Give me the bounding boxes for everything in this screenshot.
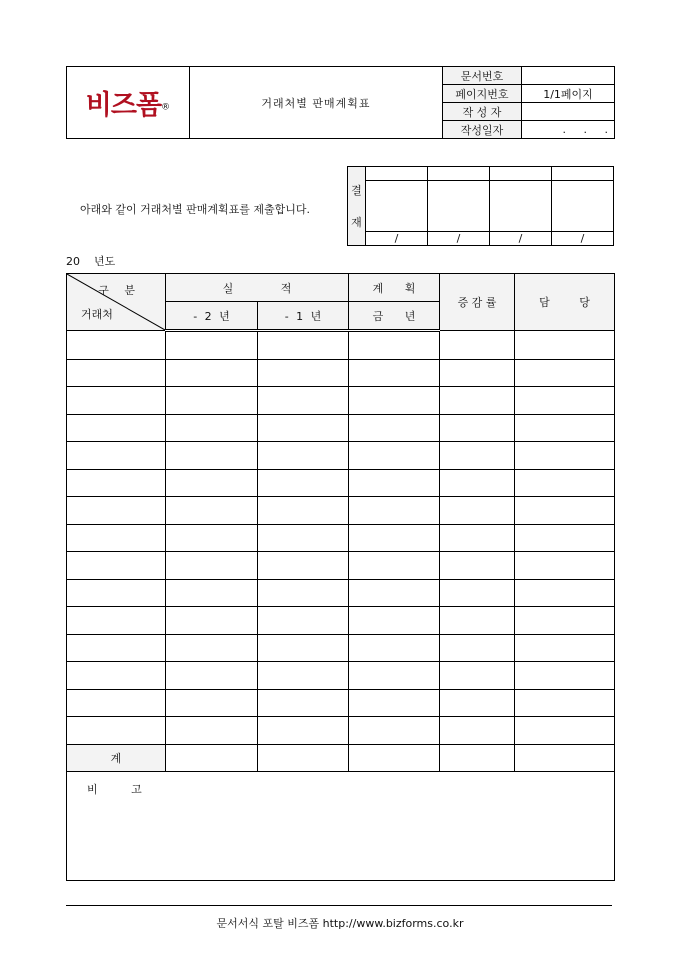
change-rate-header: 증 감 률: [440, 274, 515, 331]
table-cell[interactable]: [440, 689, 515, 717]
table-cell[interactable]: [349, 387, 440, 415]
table-cell[interactable]: [258, 634, 349, 662]
intro-statement: 아래와 같이 거래처별 판매계획표를 제출합니다.: [80, 203, 311, 216]
table-cell[interactable]: [349, 414, 440, 442]
table-cell[interactable]: [67, 414, 166, 442]
table-cell[interactable]: [166, 552, 258, 580]
table-cell[interactable]: [349, 552, 440, 580]
table-cell[interactable]: [440, 524, 515, 552]
table-cell[interactable]: [67, 469, 166, 497]
table-cell[interactable]: [258, 579, 349, 607]
meta-value-doc-number[interactable]: [522, 67, 615, 85]
table-cell[interactable]: [258, 387, 349, 415]
table-cell[interactable]: [166, 387, 258, 415]
approval-role-1[interactable]: [366, 167, 428, 181]
table-cell[interactable]: [166, 579, 258, 607]
plan-header: 계 획: [349, 274, 440, 302]
table-cell[interactable]: [166, 442, 258, 470]
table-cell[interactable]: [515, 579, 615, 607]
table-cell[interactable]: [67, 331, 166, 360]
table-cell[interactable]: [349, 497, 440, 525]
footer-text: 문서서식 포탈 비즈폼 http://www.bizforms.co.kr: [216, 917, 464, 930]
table-cell[interactable]: [258, 662, 349, 690]
meta-label-doc-number: 문서번호: [443, 67, 522, 85]
table-cell[interactable]: [440, 662, 515, 690]
table-cell[interactable]: [515, 634, 615, 662]
table-cell[interactable]: [67, 387, 166, 415]
table-row: [67, 552, 615, 580]
approval-role-4[interactable]: [552, 167, 614, 181]
approval-date-4[interactable]: /: [552, 232, 614, 246]
table-cell[interactable]: [349, 689, 440, 717]
table-cell[interactable]: [440, 331, 515, 360]
table-cell[interactable]: [166, 524, 258, 552]
table-body: [67, 331, 615, 745]
table-cell[interactable]: [349, 717, 440, 745]
meta-value-page-number: 1/1페이지: [522, 85, 615, 103]
table-row: [67, 634, 615, 662]
table-cell[interactable]: [515, 552, 615, 580]
approval-sign-2[interactable]: [428, 181, 490, 232]
document-title: 거래처별 판매계획표: [190, 67, 443, 139]
approval-date-1[interactable]: /: [366, 232, 428, 246]
total-label: 계: [67, 744, 166, 772]
approval-date-2[interactable]: /: [428, 232, 490, 246]
category-label: 구 분: [98, 284, 141, 297]
meta-value-date[interactable]: . . .: [522, 121, 615, 139]
table-cell[interactable]: [349, 469, 440, 497]
table-cell[interactable]: [258, 524, 349, 552]
table-cell[interactable]: [349, 331, 440, 360]
table-cell[interactable]: [515, 387, 615, 415]
approval-role-2[interactable]: [428, 167, 490, 181]
table-cell[interactable]: [166, 359, 258, 387]
sales-plan-table: [66, 273, 615, 772]
table-cell[interactable]: [258, 717, 349, 745]
table-cell[interactable]: [440, 579, 515, 607]
remarks-box[interactable]: [66, 772, 615, 881]
table-cell[interactable]: [67, 497, 166, 525]
table-cell[interactable]: [67, 634, 166, 662]
table-cell[interactable]: [515, 469, 615, 497]
table-cell[interactable]: [440, 607, 515, 635]
meta-label-author: 작 성 자: [443, 103, 522, 121]
table-cell[interactable]: [258, 359, 349, 387]
total-cell[interactable]: [440, 744, 515, 772]
table-cell[interactable]: [166, 717, 258, 745]
table-cell[interactable]: [515, 717, 615, 745]
table-cell[interactable]: [349, 442, 440, 470]
table-cell[interactable]: [258, 497, 349, 525]
approval-label-bottom: 재: [351, 216, 362, 229]
table-cell[interactable]: [166, 607, 258, 635]
total-cell[interactable]: [515, 744, 615, 772]
approval-box: [347, 166, 614, 246]
table-row: [67, 579, 615, 607]
table-cell[interactable]: [440, 359, 515, 387]
table-cell[interactable]: [166, 634, 258, 662]
registered-mark: ®: [161, 101, 171, 113]
total-row: [67, 744, 615, 772]
footer-divider: [66, 905, 612, 906]
table-row: [67, 717, 615, 745]
meta-value-author[interactable]: [522, 103, 615, 121]
table-cell[interactable]: [440, 634, 515, 662]
approval-sign-3[interactable]: [490, 181, 552, 232]
table-cell[interactable]: [515, 662, 615, 690]
table-cell[interactable]: [515, 524, 615, 552]
table-cell[interactable]: [258, 552, 349, 580]
table-cell[interactable]: [258, 469, 349, 497]
table-cell[interactable]: [67, 689, 166, 717]
last-year-header: - 1 년: [258, 302, 349, 331]
client-label: 거래처: [81, 308, 113, 321]
table-cell[interactable]: [515, 607, 615, 635]
table-cell[interactable]: [166, 331, 258, 360]
table-cell[interactable]: [440, 442, 515, 470]
table-cell[interactable]: [166, 414, 258, 442]
table-cell[interactable]: [67, 579, 166, 607]
table-cell[interactable]: [67, 717, 166, 745]
table-cell[interactable]: [166, 469, 258, 497]
table-row: [67, 689, 615, 717]
table-row: [67, 359, 615, 387]
table-cell[interactable]: [166, 662, 258, 690]
year-label: [66, 253, 115, 269]
table-row: [67, 387, 615, 415]
table-cell[interactable]: [440, 469, 515, 497]
table-row: [67, 442, 615, 470]
table-cell[interactable]: [515, 689, 615, 717]
table-row: [67, 662, 615, 690]
table-cell[interactable]: [166, 497, 258, 525]
table-cell[interactable]: [67, 607, 166, 635]
table-cell[interactable]: [440, 552, 515, 580]
approval-sign-1[interactable]: [366, 181, 428, 232]
logo-text: 비즈폼: [85, 90, 162, 121]
table-cell[interactable]: [258, 442, 349, 470]
meta-label-date: 작성일자: [443, 121, 522, 139]
approval-sign-4[interactable]: [552, 181, 614, 232]
table-cell[interactable]: [67, 442, 166, 470]
year-prefix: 20: [66, 255, 80, 268]
table-cell[interactable]: [258, 331, 349, 360]
table-cell[interactable]: [349, 579, 440, 607]
table-row: [67, 497, 615, 525]
table-cell[interactable]: [349, 607, 440, 635]
table-cell[interactable]: [515, 497, 615, 525]
table-row: [67, 607, 615, 635]
approval-label-top: 결: [351, 184, 362, 197]
table-row: [67, 331, 615, 360]
table-cell[interactable]: [349, 359, 440, 387]
table-cell[interactable]: [258, 689, 349, 717]
meta-label-page-number: 페이지번호: [443, 85, 522, 103]
table-cell[interactable]: [515, 359, 615, 387]
table-cell[interactable]: [440, 387, 515, 415]
table-cell[interactable]: [67, 524, 166, 552]
table-cell[interactable]: [515, 331, 615, 360]
manager-header: 담 당: [515, 274, 615, 331]
table-cell[interactable]: [515, 442, 615, 470]
table-cell[interactable]: [258, 607, 349, 635]
table-cell[interactable]: [349, 634, 440, 662]
table-row: [67, 524, 615, 552]
table-row: [67, 414, 615, 442]
total-cell[interactable]: [349, 744, 440, 772]
document-header: [66, 66, 615, 139]
this-year-header: 금 년: [349, 302, 440, 331]
table-cell[interactable]: [258, 414, 349, 442]
table-cell[interactable]: [67, 359, 166, 387]
approval-role-3[interactable]: [490, 167, 552, 181]
table-cell[interactable]: [349, 662, 440, 690]
total-cell[interactable]: [166, 744, 258, 772]
actual-header: 실 적: [166, 274, 349, 302]
year-suffix: 년도: [94, 255, 116, 268]
table-cell[interactable]: [67, 662, 166, 690]
total-cell[interactable]: [258, 744, 349, 772]
two-years-ago-header: - 2 년: [166, 302, 258, 331]
remarks-label: 비 고: [87, 783, 142, 796]
table-cell[interactable]: [67, 552, 166, 580]
table-cell[interactable]: [440, 497, 515, 525]
table-cell[interactable]: [166, 689, 258, 717]
table-row: [67, 469, 615, 497]
table-cell[interactable]: [515, 414, 615, 442]
table-cell[interactable]: [349, 524, 440, 552]
category-header: [67, 274, 166, 331]
table-cell[interactable]: [440, 414, 515, 442]
approval-date-3[interactable]: /: [490, 232, 552, 246]
brand-logo: [67, 67, 190, 139]
table-cell[interactable]: [440, 717, 515, 745]
approval-side-label: [348, 167, 366, 246]
